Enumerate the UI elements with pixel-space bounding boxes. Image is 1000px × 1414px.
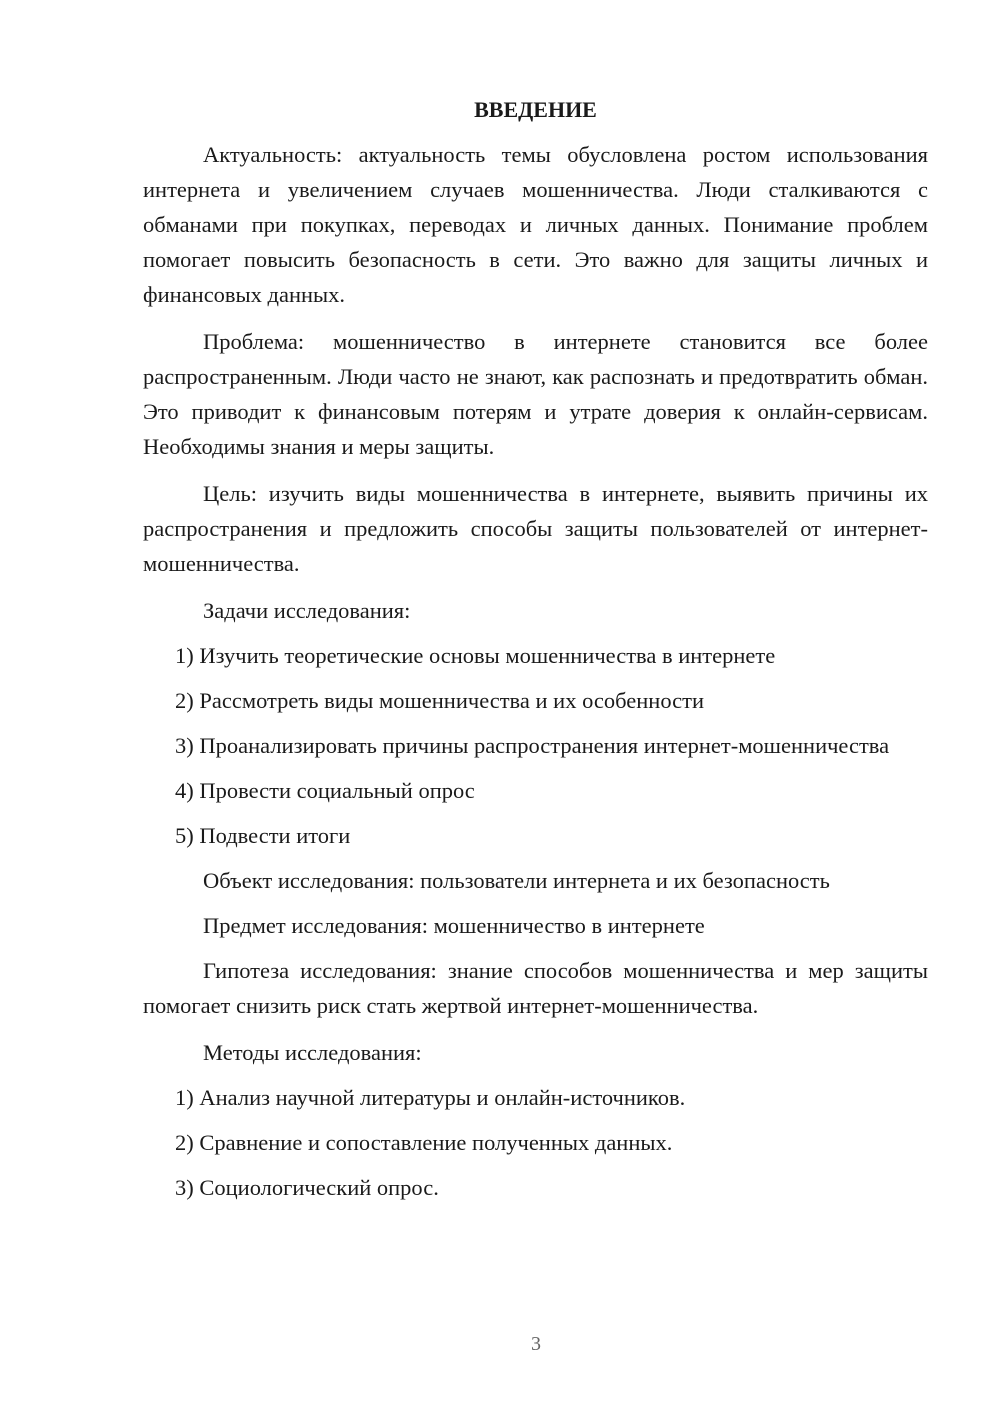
tasks-heading: Задачи исследования:	[203, 598, 411, 623]
task-item: 1) Изучить теоретические основы мошенничества в интернете	[175, 643, 776, 668]
hypothesis-paragraph: Гипотеза исследования: знание способов мошенничества и мер защиты помогает снизить риск стать жертвой интернет-мошенничества.	[143, 958, 928, 1018]
task-item: 5) Подвести итоги	[175, 823, 351, 848]
page-body	[143, 95, 928, 1215]
method-item: 2) Сравнение и сопоставление полученных данных.	[175, 1130, 673, 1155]
methods-heading: Методы исследования:	[203, 1040, 422, 1065]
method-item: 1) Анализ научной литературы и онлайн-источников.	[175, 1085, 686, 1110]
object-line: Объект исследования: пользователи интернета и их безопасность	[203, 868, 830, 893]
subject-line: Предмет исследования: мошенничество в интернете	[203, 913, 705, 938]
method-item: 3) Социологический опрос.	[175, 1175, 439, 1200]
task-item: 4) Провести социальный опрос	[175, 778, 475, 803]
relevance-paragraph: Актуальность: актуальность темы обусловлена ростом использования интернета и увеличением случаев мошенничества. Люди сталкиваются с обманами при покупках, переводах и личных данных. Понимание проблем помогает повысить безопасность в сети. Это важно для защиты личных и финансовых данных.	[143, 142, 928, 307]
goal-paragraph: Цель: изучить виды мошенничества в интернете, выявить причины их распространения и предложить способы защиты пользователей от интернет-мошенничества.	[143, 481, 928, 576]
page-number: 3	[531, 1333, 541, 1355]
section-heading: ВВЕДЕНИЕ	[474, 97, 597, 122]
task-item: 3) Проанализировать причины распространения интернет-мошенничества	[175, 733, 890, 758]
problem-paragraph: Проблема: мошенничество в интернете становится все более распространенным. Люди часто не знают, как распознать и предотвратить обман. Это приводит к финансовым потерям и утрате доверия к онлайн-сервисам. Необходимы знания и меры защиты.	[143, 329, 928, 459]
task-item: 2) Рассмотреть виды мошенничества и их особенности	[175, 688, 705, 713]
